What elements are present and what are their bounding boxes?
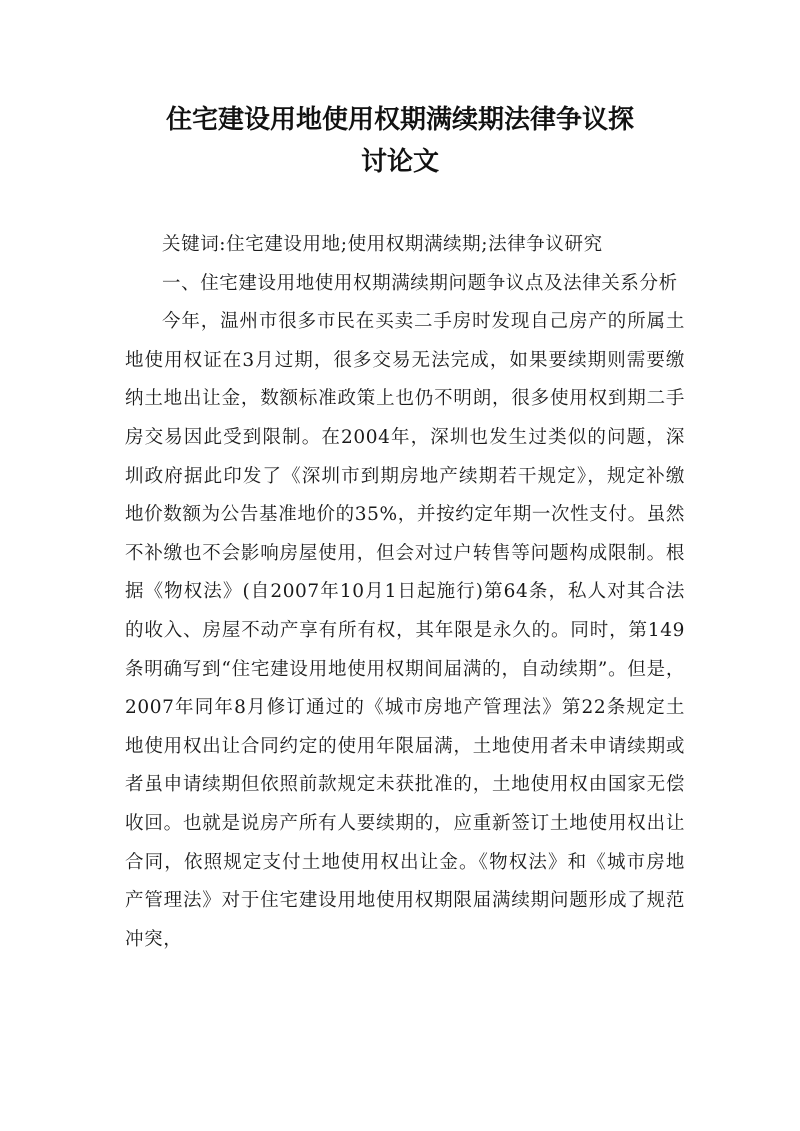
document-title-line-1: 住宅建设用地使用权期满续期法律争议探 (165, 105, 634, 135)
document-title-line-2: 讨论文 (360, 147, 439, 177)
section-heading: 一、住宅建设用地使用权期满续期问题争议点及法律关系分析 (162, 272, 678, 294)
keywords-paragraph: 关键词:住宅建设用地;使用权期满续期;法律争议研究 (162, 234, 603, 255)
body-paragraph: 今年，温州市很多市民在买卖二手房时发现自己房产的所属土地使用权证在3月过期，很多交易无法完成，如果要续期则需要缴纳土地出让金，数额标准政策上也仍不明朗，很多使用权到期二手房交易因此受到限制。在2004年，深圳也发生过类似的问题，深圳政府据此印发了《深圳市到期房地产续期若干规定》，规定补缴地价数额为公告基准地价的35%，并按约定年期一次性支付。虽然不补缴也不会影响房屋使用，但会对过户转售等问题构成限制。根据《物权法》(自2007年10月1日起施行)第64条，私人对其合法的收入、房屋不动产享有所有权，其年限是永久的。同时，第149条明确写到“住宅建设用地使用权期间届满的，自动续期”。但是，2007年同年8月修订通过的《城市房地产管理法》第22条规定土地使用权出让合同约定的使用年限届满，土地使用者未申请续期或者虽申请续期但依照前款规定未获批准的，土地使用权由国家无偿收回。也就是说房产所有人要续期的，应重新签订土地使用权出让合同，依照规定支付土地使用权出让金。《物权法》和《城市房地产管理法》对于住宅建设用地使用权期限届满续期问题形成了规范冲突， (125, 311, 685, 950)
document-body (125, 226, 685, 959)
